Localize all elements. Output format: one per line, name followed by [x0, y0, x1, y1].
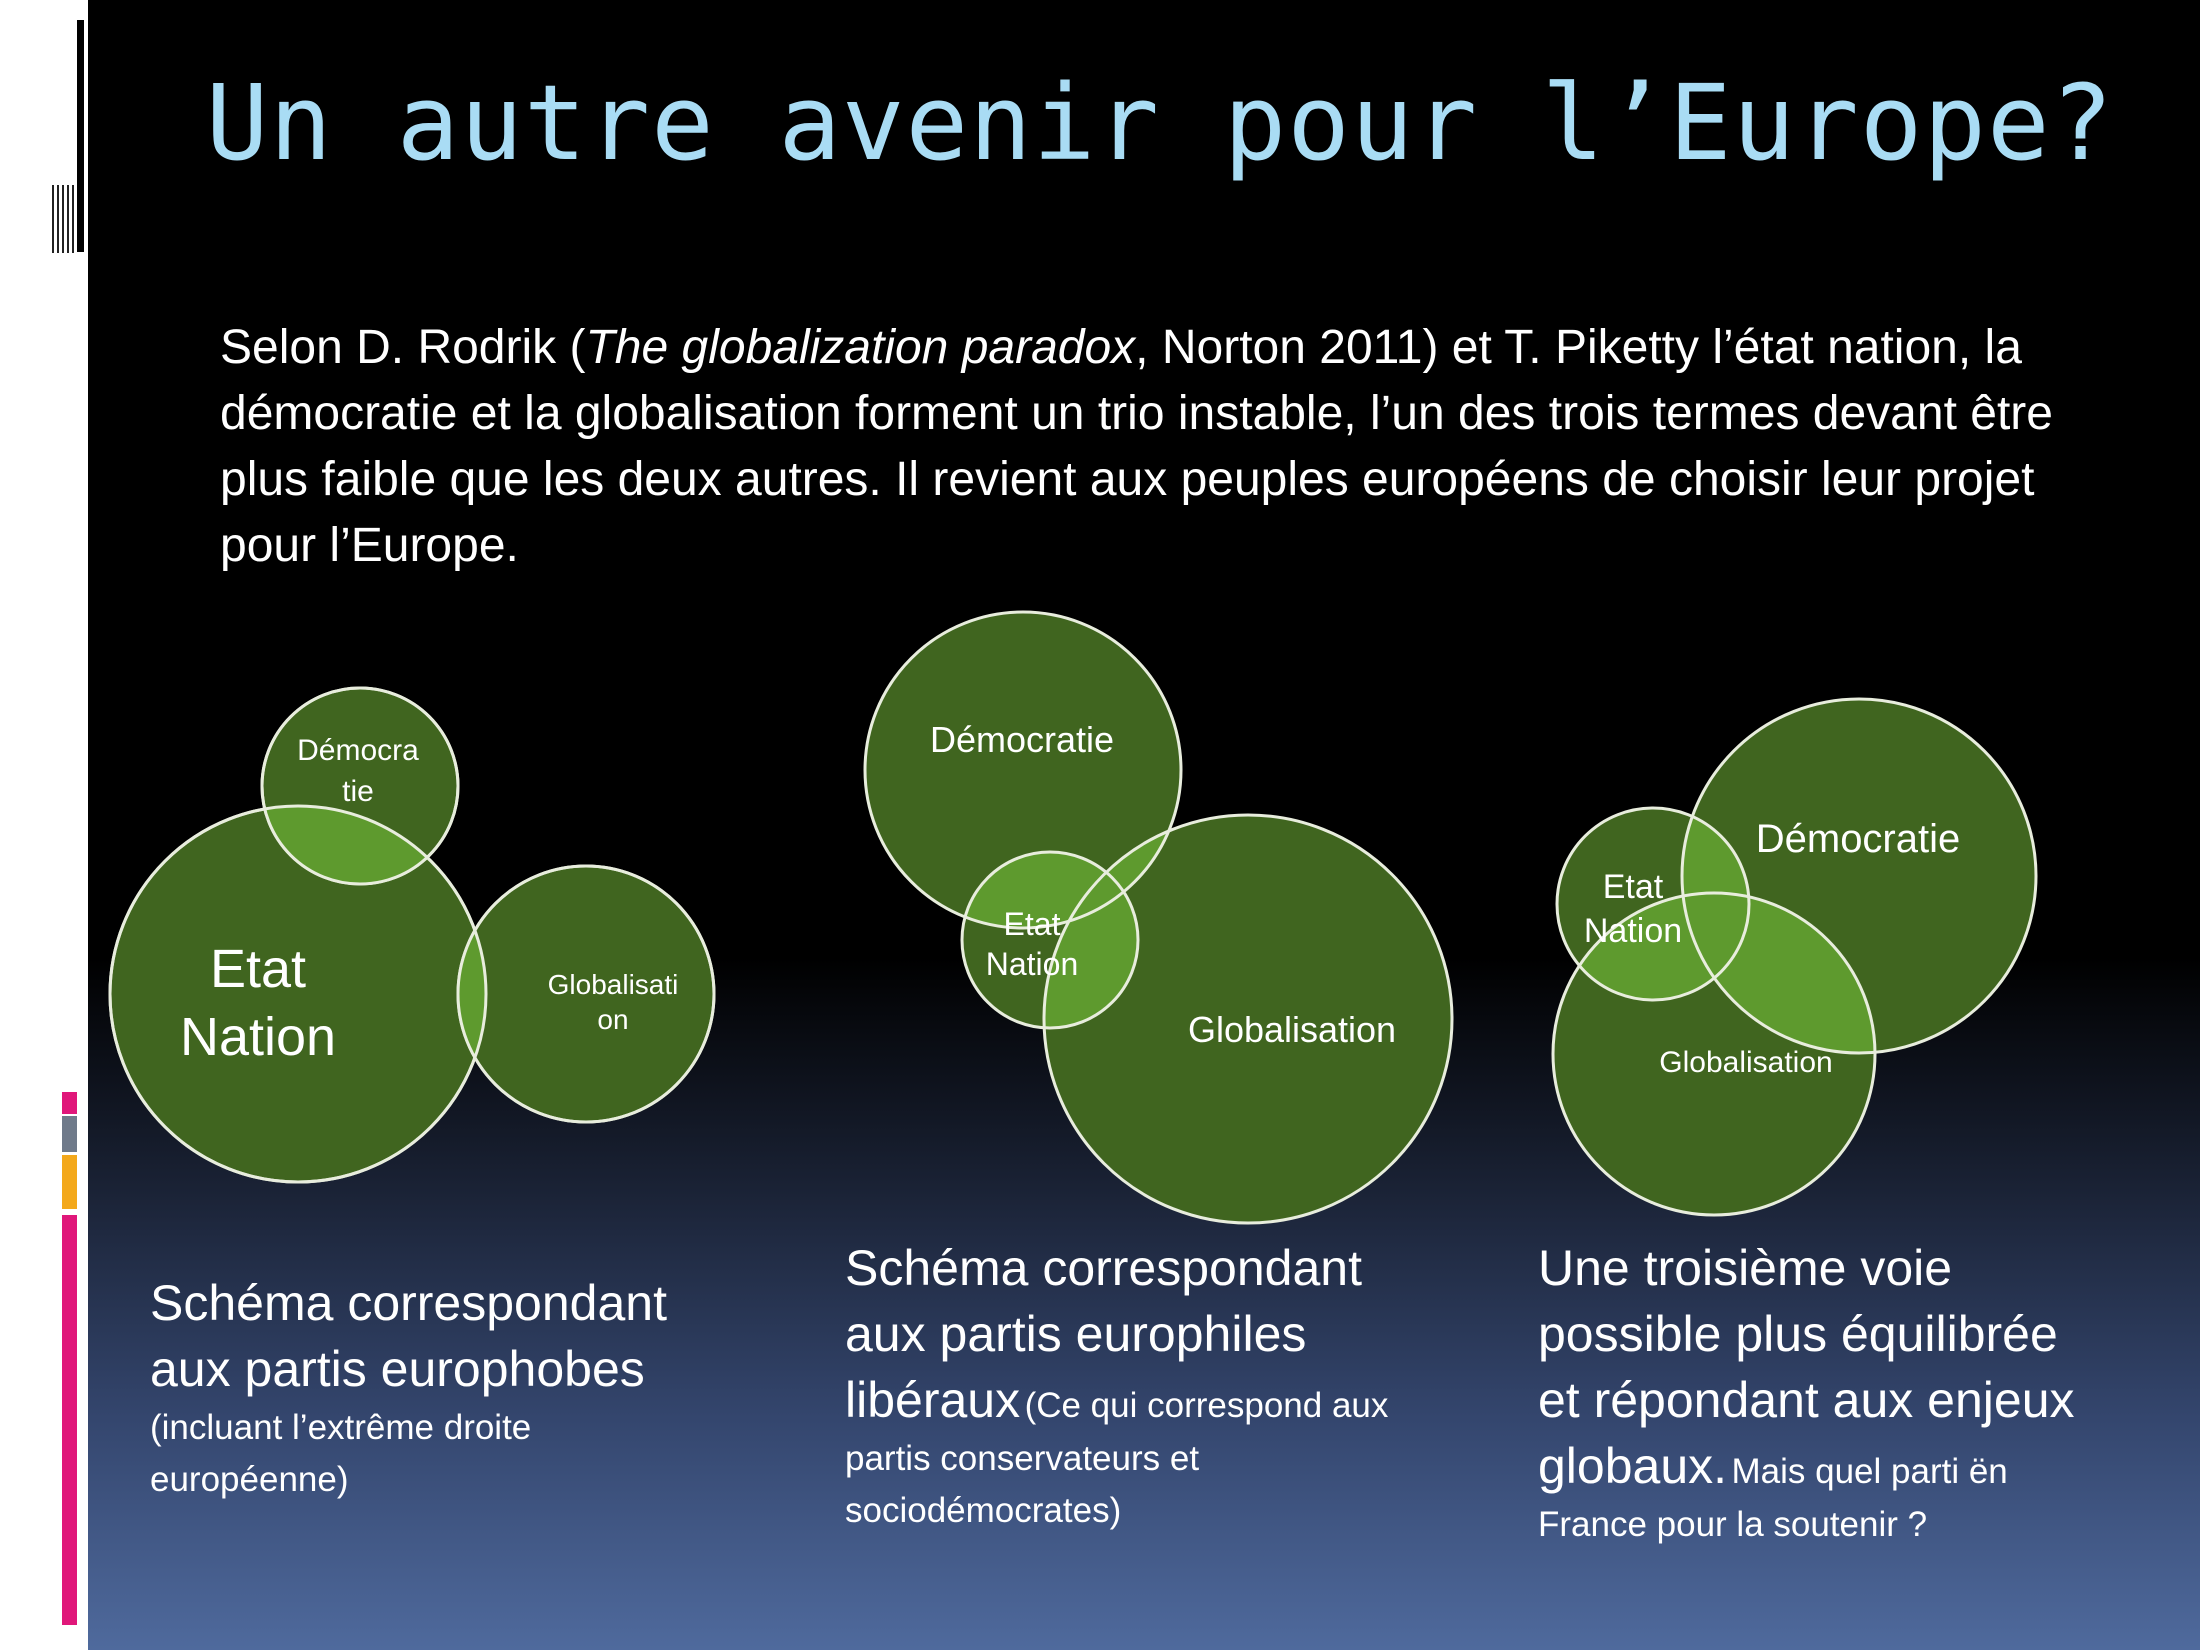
- diagram-troisieme-voie: [1553, 699, 2036, 1215]
- label-democratie: Démocra: [297, 734, 419, 767]
- book-title: The globalization paradox: [585, 321, 1136, 374]
- intro-text-rest: , Norton 2011) et T. Piketty l’état nation, la démocratie et la globalisation forment un trio instable, l’un des trois termes devant être plus faible que les deux autres. Il revient aux peuples européens de choisir leur projet pour l’Europe.: [220, 321, 2053, 572]
- label-democratie-cont: tie: [342, 775, 374, 808]
- label-nation: Nation: [1583, 912, 1683, 950]
- caption-note: (incluant l’extrême droite européenne): [150, 1408, 532, 1499]
- slide-title: Un autre avenir pour l’Europe?: [205, 62, 2115, 184]
- label-democratie: Démocratie: [929, 719, 1115, 760]
- caption-europhiles: [845, 1235, 1405, 1537]
- caption-note: Mais quel parti ën France pour la soutenir ?: [1538, 1452, 2008, 1544]
- diagram-europhiles: [865, 612, 1452, 1223]
- intro-text: Selon D. Rodrik (: [220, 321, 586, 374]
- label-nation: Nation: [179, 1007, 337, 1067]
- caption-main: Une troisième voie possible plus équilibrée et répondant aux enjeux globaux.: [1538, 1240, 2075, 1494]
- caption-troisieme-voie: [1538, 1235, 2098, 1551]
- label-etat: Etat: [209, 939, 307, 999]
- label-democratie: Démocratie: [1755, 817, 1961, 861]
- label-globalisation: Globalisation: [1187, 1009, 1397, 1050]
- caption-note: (Ce qui correspond aux partis conservateurs et sociodémocrates): [845, 1386, 1389, 1530]
- caption-main: Schéma correspondant aux partis europhobes: [150, 1275, 667, 1397]
- label-nation: Nation: [985, 946, 1079, 982]
- label-etat: Etat: [1003, 906, 1061, 942]
- label-globalisation: Globalisation: [1659, 1046, 1833, 1079]
- label-globalisation: Globalisati: [547, 969, 679, 1000]
- label-etat: Etat: [1602, 868, 1664, 906]
- diagram-europhobes: [110, 688, 714, 1182]
- caption-europhobes: [150, 1270, 710, 1506]
- label-globalisation-cont: on: [597, 1004, 629, 1035]
- caption-main: Schéma correspondant aux partis europhiles libéraux: [845, 1240, 1362, 1428]
